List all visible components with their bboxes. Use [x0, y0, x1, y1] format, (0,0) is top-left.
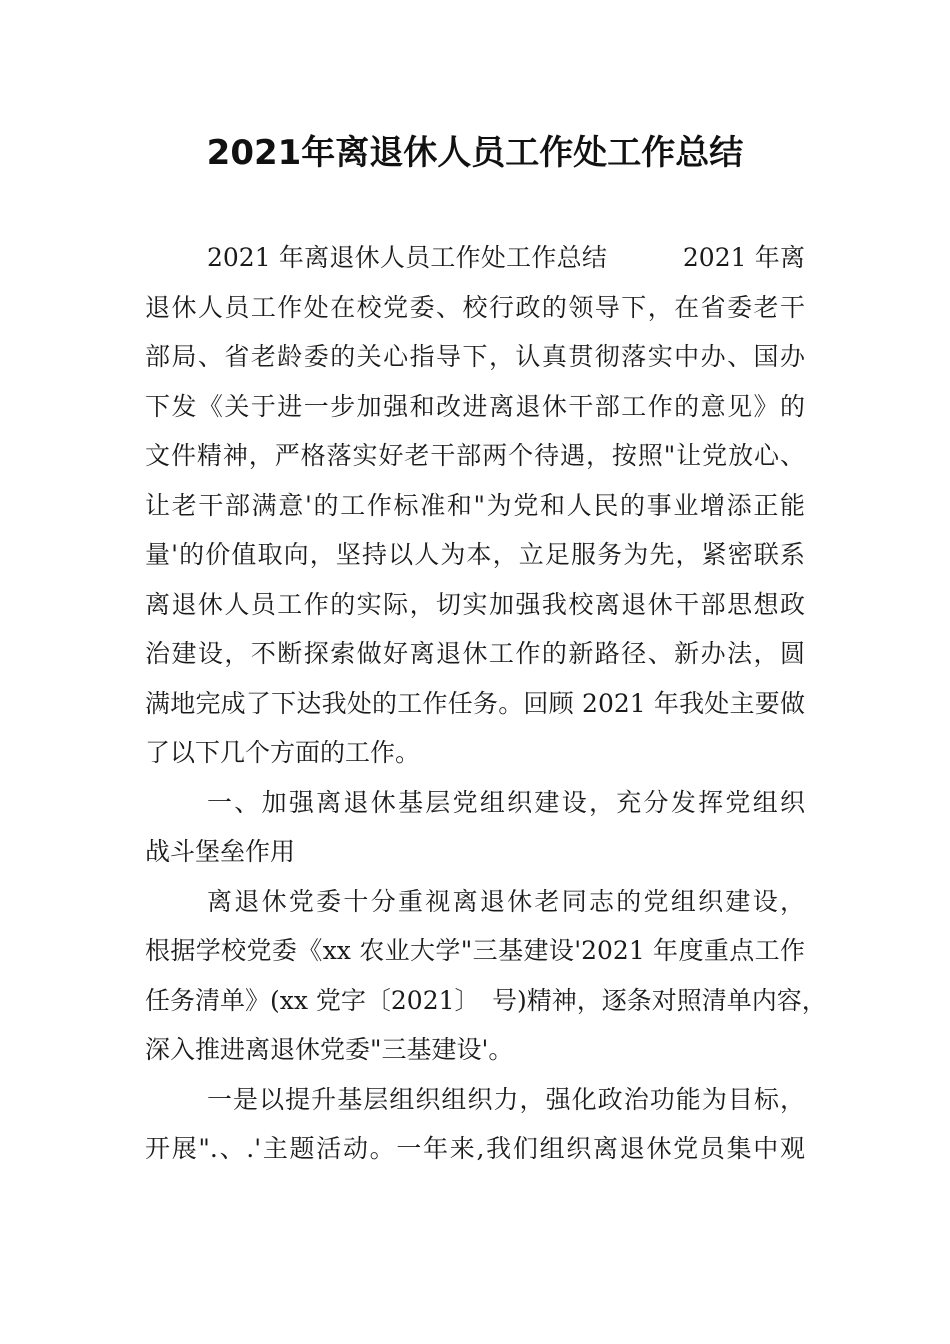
paragraph-line: 开展".、.'主题活动。一年来,我们组织离退休党员集中观 [145, 1134, 805, 1163]
paragraph-line: 离退休党委十分重视离退休老同志的党组织建设， [207, 886, 805, 916]
paragraph-line: 治建设，不断探索做好离退休工作的新路径、新办法，圆 [145, 639, 805, 668]
paragraph-line: 深入推进离退休党委"三基建设'。 [145, 1035, 514, 1064]
paragraph-line: 根据学校党委《xx 农业大学"三基建设'2021 年度重点工作 [145, 936, 805, 965]
paragraph-line: 满地完成了下达我处的工作任务。回顾 2021 年我处主要做 [145, 688, 805, 718]
paragraph-line: 了以下几个方面的工作。 [145, 738, 421, 767]
paragraph-line: 让老干部满意'的工作标准和"为党和人民的事业增添正能 [145, 490, 805, 520]
paragraph-line: 离退休人员工作的实际，切实加强我校离退休干部思想政 [145, 589, 805, 619]
section-heading-line: 战斗堡垒作用 [145, 837, 296, 866]
paragraph-line: 退休人员工作处在校党委、校行政的领导下，在省委老干 [145, 292, 805, 322]
paragraph-line: 量'的价值取向，坚持以人为本，立足服务为先，紧密联系 [145, 540, 805, 569]
section-heading-line: 一、加强离退休基层党组织建设，充分发挥党组织 [207, 787, 805, 817]
paragraph-line: 2021 年离退休人员工作处工作总结 2021 年离 [207, 243, 805, 272]
paragraph-line: 下发《关于进一步加强和改进离退休干部工作的意见》的 [145, 391, 805, 421]
paragraph-line: 部局、省老龄委的关心指导下，认真贯彻落实中办、国办 [145, 342, 805, 371]
paragraph-line: 任务清单》(xx 党字〔2021〕 号)精神，逐条对照清单内容， [145, 985, 827, 1015]
paragraph-line: 文件精神，严格落实好老干部两个待遇，按照"让党放心、 [145, 441, 805, 470]
paragraph-line: 一是以提升基层组织组织力，强化政治功能为目标， [207, 1084, 805, 1114]
document-title: 2021年离退休人员工作处工作总结 [206, 133, 744, 173]
document-body [145, 233, 827, 1174]
